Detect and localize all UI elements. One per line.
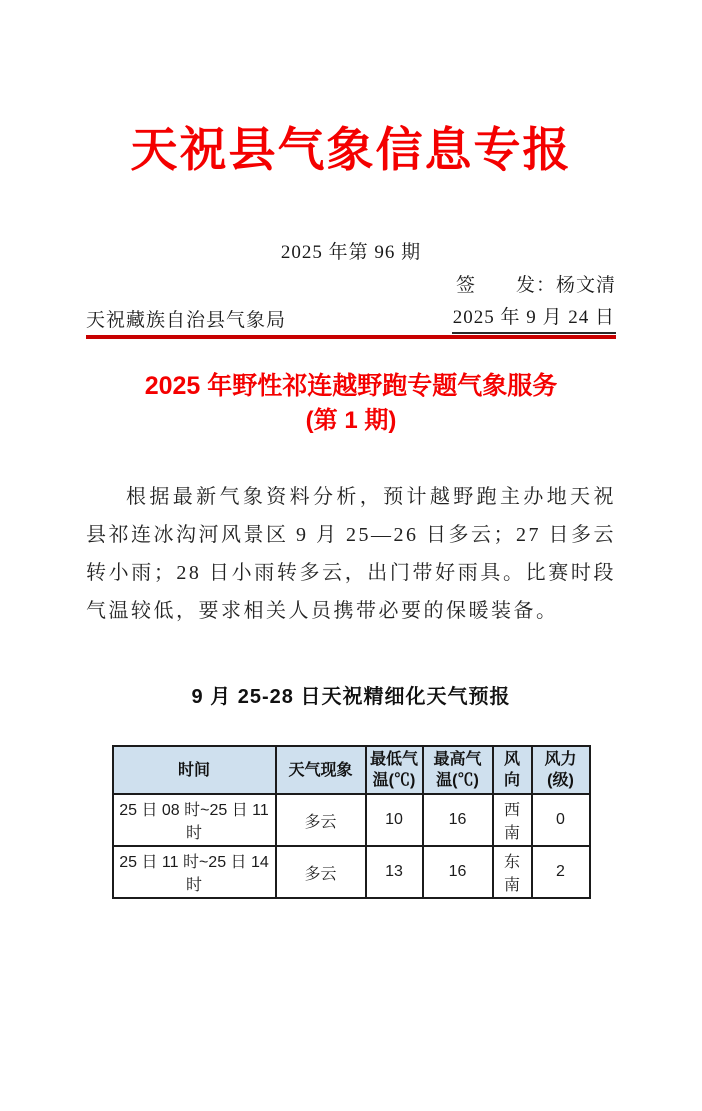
cell-max-temp: 16 <box>423 794 493 846</box>
forecast-table-body <box>113 794 590 898</box>
document-content <box>0 118 702 899</box>
subject-title: 2025 年野性祁连越野跑专题气象服务 <box>144 372 558 400</box>
cell-time: 25 日 08 时~25 日 11 时 <box>113 794 276 846</box>
cell-min-temp: 13 <box>366 846 423 898</box>
cell-phenomenon: 多云 <box>276 846 366 898</box>
subject-issue-number: (第 1 期) <box>305 407 397 434</box>
document-page <box>0 118 702 1111</box>
col-header-max-temp: 最高气温(℃) <box>423 746 493 794</box>
masthead-title: 天祝县气象信息专报 <box>130 123 572 176</box>
cell-wind-force: 2 <box>532 846 590 898</box>
forecast-table-head <box>113 746 590 794</box>
table-row <box>113 846 590 898</box>
cell-min-temp: 10 <box>366 794 423 846</box>
cell-phenomenon: 多云 <box>276 794 366 846</box>
issue-number: 2025 年第 96 期 <box>280 242 422 263</box>
forecast-table-title: 9 月 25-28 日天祝精细化天气预报 <box>191 686 511 708</box>
table-row <box>113 794 590 846</box>
agency-date-row <box>86 305 616 334</box>
red-divider-rule <box>86 335 616 339</box>
signer-line: 签 发：杨文清 <box>455 275 616 296</box>
col-header-min-temp: 最低气温(℃) <box>366 746 423 794</box>
col-header-wind-direction: 风向 <box>493 746 532 794</box>
cell-max-temp: 16 <box>423 846 493 898</box>
cell-wind-force: 0 <box>532 794 590 846</box>
cell-wind-direction: 东南 <box>493 846 532 898</box>
col-header-phenomenon: 天气现象 <box>276 746 366 794</box>
table-header-row <box>113 746 590 794</box>
cell-wind-direction: 西南 <box>493 794 532 846</box>
forecast-table <box>112 745 591 899</box>
col-header-wind-force: 风力(级) <box>532 746 590 794</box>
col-header-time: 时间 <box>113 746 276 794</box>
cell-time: 25 日 11 时~25 日 14 时 <box>113 846 276 898</box>
signer-row <box>86 273 616 298</box>
body-paragraph: 根据最新气象资料分析，预计越野跑主办地天祝县祁连冰沟河风景区 9 月 25—26 日多云；27 日多云转小雨；28 日小雨转多云，出门带好雨具。比赛时段气温较低，要求相关人员携带必要的保暖装备。 <box>86 486 616 622</box>
issue-date: 2025 年 9 月 24 日 <box>452 305 616 334</box>
agency-name: 天祝藏族自治县气象局 <box>86 310 287 331</box>
